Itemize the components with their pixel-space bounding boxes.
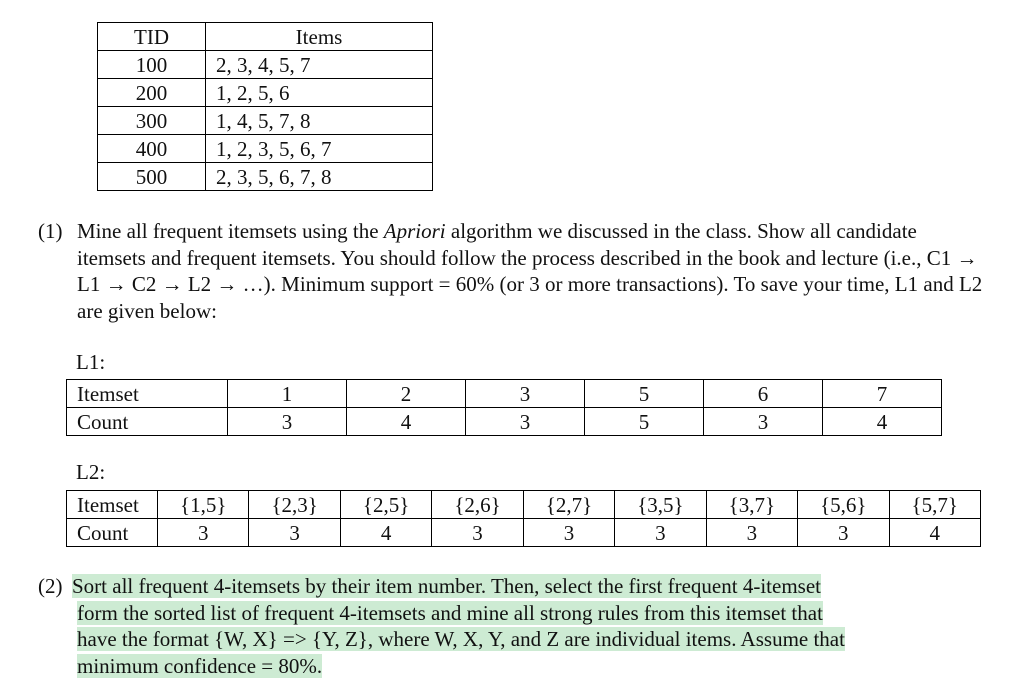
itemset-cell: 6 [704,380,823,408]
table-row [67,408,942,436]
table-row [98,107,433,135]
itemset-cell: 2 [347,380,466,408]
itemset-cell: 3 [466,380,585,408]
items-cell: 1, 2, 5, 6 [206,79,433,107]
question-2-text [72,573,998,679]
table-row [98,163,433,191]
count-cell: 4 [340,519,431,547]
question-2-line: Sort all frequent 4-itemsets by their item number. Then, select the first frequent 4-itemset [72,574,821,598]
l1-table [66,379,942,436]
count-cell: 4 [823,408,942,436]
count-cell: 3 [249,519,340,547]
tid-cell: 500 [98,163,206,191]
question-1-text [77,218,988,324]
question-1-text-start: Mine all frequent itemsets using the [77,219,384,243]
count-cell: 3 [228,408,347,436]
itemset-cell: {2,3} [249,491,340,519]
table-row [98,135,433,163]
itemset-cell: {2,5} [340,491,431,519]
count-cell: 3 [704,408,823,436]
count-cell: 4 [347,408,466,436]
header-items: Items [206,23,433,51]
items-cell: 1, 2, 3, 5, 6, 7 [206,135,433,163]
tid-cell: 100 [98,51,206,79]
itemset-cell: {2,7} [523,491,614,519]
count-cell: 5 [585,408,704,436]
question-2-line: have the format {W, X} => {Y, Z}, where W, X, Y, and Z are individual items. Assume that [77,627,845,651]
count-cell: 3 [615,519,706,547]
question-1 [38,218,988,324]
itemset-cell: 7 [823,380,942,408]
count-cell: 3 [432,519,523,547]
itemset-cell: 1 [228,380,347,408]
row-label-count: Count [67,519,158,547]
row-label-count: Count [67,408,228,436]
l2-label: L2: [76,460,106,484]
question-1-text-end: algorithm we discussed in the class. Show all candidate itemsets and frequent itemsets. You should follow the process described in the book and lecture (i.e., C1 → L1 → C2 → L2 → …). Minimum support = 60% (or 3 or more transactions). To save your time, L1 and L2 are given below: [77,219,983,323]
count-cell: 3 [706,519,797,547]
count-cell: 3 [158,519,249,547]
tid-cell: 400 [98,135,206,163]
table-row [98,51,433,79]
itemset-cell: {5,6} [798,491,889,519]
count-cell: 3 [798,519,889,547]
row-label-itemset: Itemset [67,491,158,519]
table-row [98,79,433,107]
itemset-cell: {2,6} [432,491,523,519]
l2-table [66,490,981,547]
itemset-cell: {1,5} [158,491,249,519]
l1-label: L1: [76,350,106,374]
table-row [67,491,981,519]
itemset-cell: {3,7} [706,491,797,519]
count-cell: 3 [466,408,585,436]
items-cell: 1, 4, 5, 7, 8 [206,107,433,135]
question-2-line: minimum confidence = 80%. [77,653,323,678]
table-row [67,380,942,408]
items-cell: 2, 3, 5, 6, 7, 8 [206,163,433,191]
items-cell: 2, 3, 4, 5, 7 [206,51,433,79]
question-2-line: form the sorted list of frequent 4-itemsets and mine all strong rules from this itemset that [77,600,823,625]
count-cell: 3 [523,519,614,547]
question-2 [38,573,998,679]
question-2-number: (2) [38,574,63,598]
tid-cell: 300 [98,107,206,135]
table-row [67,519,981,547]
header-tid: TID [98,23,206,51]
row-label-itemset: Itemset [67,380,228,408]
itemset-cell: {5,7} [889,491,981,519]
count-cell: 4 [889,519,981,547]
itemset-cell: {3,5} [615,491,706,519]
itemset-cell: 5 [585,380,704,408]
tid-cell: 200 [98,79,206,107]
apriori-term: Apriori [383,219,446,243]
transaction-table [97,22,433,191]
question-1-number: (1) [38,219,63,243]
